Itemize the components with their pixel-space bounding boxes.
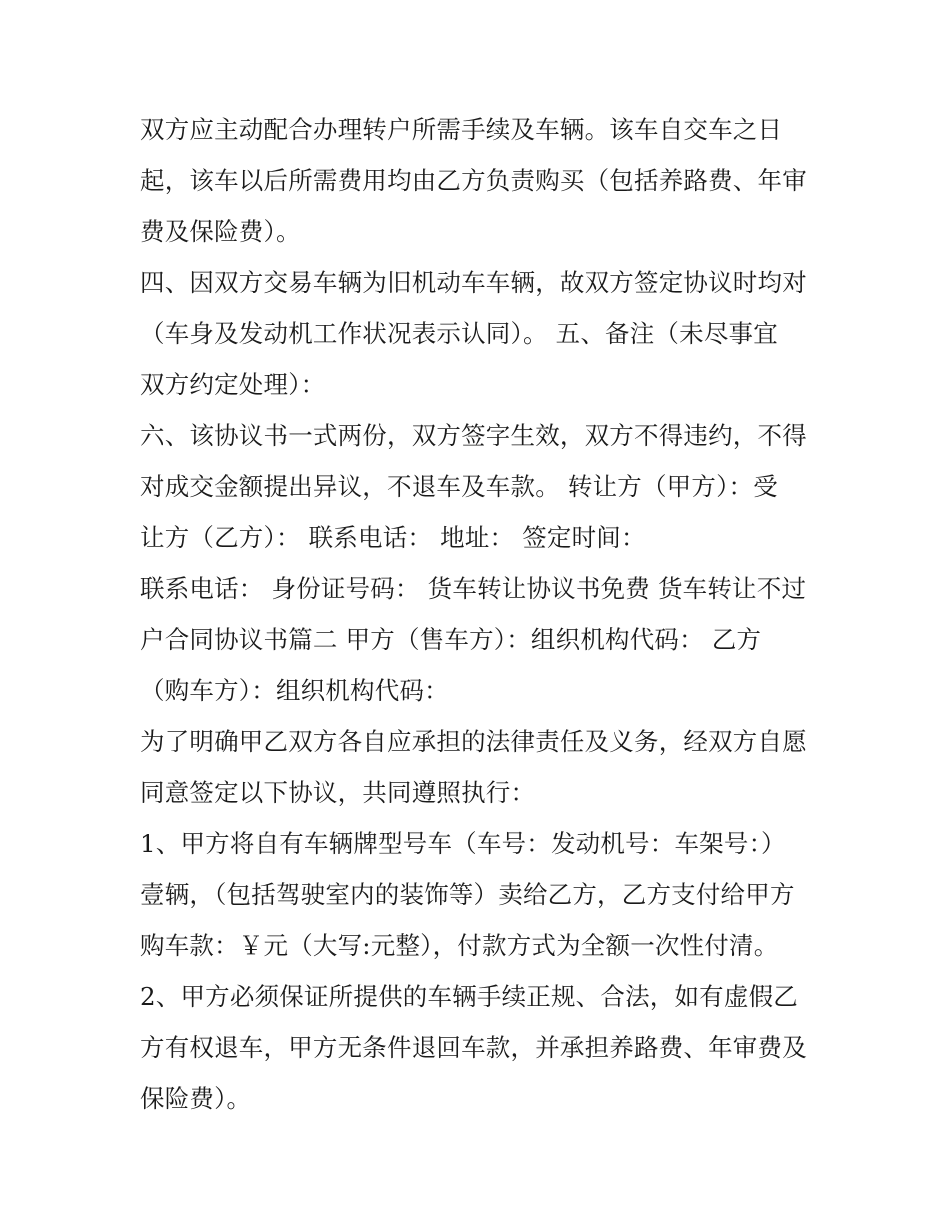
text-line: 方有权退车，甲方无条件退回车款，并承担养路费、年审费及 <box>140 1033 807 1062</box>
text-line: 壹辆，（包括驾驶室内的装饰等）卖给乙方，乙方支付给甲方 <box>140 880 795 909</box>
text-line: 让方（乙方）： 联系电话： 地址： 签定时间： <box>140 523 646 552</box>
text-line: （车身及发动机工作状况表示认同）。 五、备注（未尽事宜 <box>140 319 778 348</box>
text-line: 户合同协议书篇二 甲方（售车方）：组织机构代码： 乙方 <box>140 625 762 654</box>
text-line: 双方应主动配合办理转户所需手续及车辆。该车自交车之日 <box>140 115 783 144</box>
text-line: 2、甲方必须保证所提供的车辆手续正规、合法，如有虚假乙 <box>140 982 798 1011</box>
text-line: 六、该协议书一式两份，双方签字生效，双方不得违约，不得 <box>140 421 807 450</box>
text-line: 为了明确甲乙双方各自应承担的法律责任及义务，经双方自愿 <box>140 727 807 756</box>
text-line: 同意签定以下协议，共同遵照执行： <box>140 778 536 807</box>
text-line: （购车方）：组织机构代码： <box>140 676 449 705</box>
text-line: 起，该车以后所需费用均由乙方负责购买（包括养路费、年审 <box>140 166 807 195</box>
text-line: 保险费）。 <box>140 1084 252 1113</box>
text-line: 双方约定处理）： <box>140 370 326 399</box>
text-line: 联系电话： 身份证号码： 货车转让协议书免费 货车转让不过 <box>140 574 807 603</box>
text-line: 购车款：￥元（大写:元整），付款方式为全额一次性付清。 <box>140 931 779 960</box>
document-body <box>140 104 820 1124</box>
text-line: 费及保险费）。 <box>140 217 301 246</box>
text-line: 1、甲方将自有车辆牌型号车（车号：发动机号：车架号：） <box>140 829 786 858</box>
text-line: 四、因双方交易车辆为旧机动车车辆，故双方签定协议时均对 <box>140 268 807 297</box>
text-line: 对成交金额提出异议，不退车及车款。 转让方（甲方）：受 <box>140 472 778 501</box>
